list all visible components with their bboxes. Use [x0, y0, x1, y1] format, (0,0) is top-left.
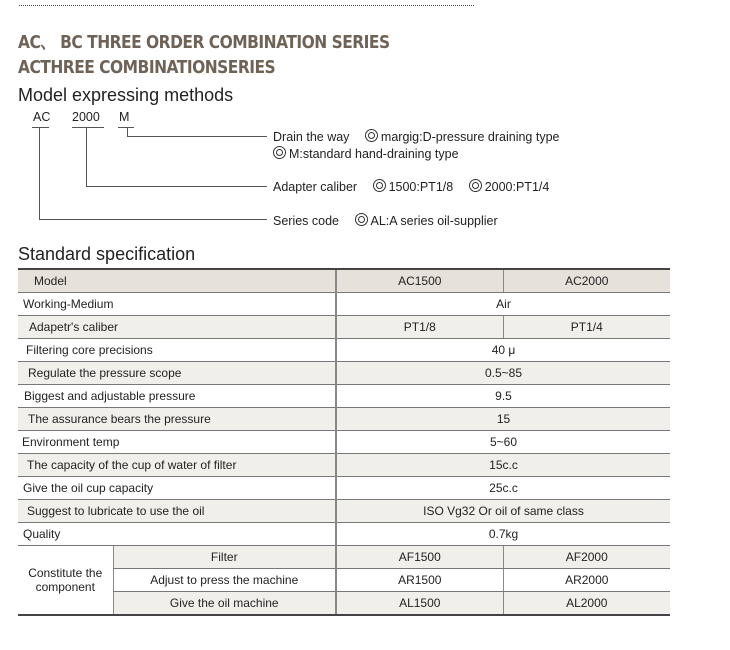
header-model-ac1500: AC1500	[336, 269, 503, 293]
component-value-2000: AR2000	[503, 569, 670, 592]
code-part-series: AC	[33, 110, 51, 124]
row-label: Biggest and adjustable pressure	[18, 385, 336, 408]
adapter-label: Adapter caliber	[273, 180, 358, 194]
leader-drain-v	[127, 127, 128, 136]
double-circle-icon	[365, 129, 378, 142]
table-row	[18, 454, 670, 477]
component-value-1500: AR1500	[336, 569, 503, 592]
drain-label: Drain the way	[273, 130, 350, 144]
header-model-label: Model	[18, 269, 336, 293]
adapter-option-1500: 1500:PT1/8	[373, 180, 454, 194]
row-value: 15	[336, 408, 670, 431]
double-circle-icon	[355, 213, 368, 226]
row-value: 40 μ	[336, 339, 670, 362]
header-model-ac2000: AC2000	[503, 269, 670, 293]
table-row	[18, 293, 670, 316]
drain-option-m: M:standard hand-draining type	[273, 146, 459, 161]
series-option-al: AL:A series oil-supplier	[355, 214, 498, 228]
component-label: Give the oil machine	[113, 592, 336, 616]
row-label: The capacity of the cup of water of filter	[18, 454, 336, 477]
page-title: AC、 BC THREE ORDER COMBINATION SERIES	[18, 32, 390, 53]
row-label: Suggest to lubricate to use the oil	[18, 500, 336, 523]
component-group-label: Constitute the component	[18, 546, 113, 616]
leader-series-h	[39, 219, 267, 220]
table-row	[18, 339, 670, 362]
table-row	[18, 408, 670, 431]
table-row	[18, 569, 670, 592]
model-code-diagram	[0, 0, 730, 240]
table-row	[18, 546, 670, 569]
double-circle-icon	[469, 179, 482, 192]
component-label: Filter	[113, 546, 336, 569]
row-value: 9.5	[336, 385, 670, 408]
row-value-ac2000: PT1/4	[503, 316, 670, 339]
row-label: Quality	[18, 523, 336, 546]
row-value: Air	[336, 293, 670, 316]
drain-option-d: margig:D-pressure draining type	[365, 130, 560, 144]
model-methods-heading: Model expressing methods	[18, 85, 234, 105]
table-header-row	[18, 269, 670, 293]
table-row	[18, 316, 670, 339]
row-value: ISO Vg32 Or oil of same class	[336, 500, 670, 523]
code-part-drain: M	[119, 110, 130, 124]
component-value-1500: AF1500	[336, 546, 503, 569]
row-label: Regulate the pressure scope	[18, 362, 336, 385]
row-value: 0.7kg	[336, 523, 670, 546]
table-row	[18, 362, 670, 385]
double-circle-icon	[373, 179, 386, 192]
spec-table	[18, 268, 670, 616]
row-label: Filtering core precisions	[18, 339, 336, 362]
row-value-ac1500: PT1/8	[336, 316, 503, 339]
row-label: Give the oil cup capacity	[18, 477, 336, 500]
component-value-1500: AL1500	[336, 592, 503, 616]
page-subtitle: ACTHREE COMBINATIONSERIES	[18, 57, 276, 78]
leader-series-v	[39, 127, 40, 219]
double-circle-icon	[273, 146, 286, 159]
row-value: 25c.c	[336, 477, 670, 500]
row-label: The assurance bears the pressure	[18, 408, 336, 431]
table-row	[18, 500, 670, 523]
leader-adapter-v	[86, 127, 87, 186]
drain-row	[273, 129, 559, 144]
row-value: 5~60	[336, 431, 670, 454]
row-label: Working-Medium	[18, 293, 336, 316]
row-label: Environment temp	[18, 431, 336, 454]
standard-spec-heading: Standard specification	[18, 244, 196, 264]
leader-adapter-h	[86, 186, 267, 187]
row-value: 15c.c	[336, 454, 670, 477]
component-label: Adjust to press the machine	[113, 569, 336, 592]
table-row	[18, 592, 670, 616]
row-label: Adapetr's caliber	[18, 316, 336, 339]
component-value-2000: AF2000	[503, 546, 670, 569]
series-label: Series code	[273, 214, 340, 228]
table-row	[18, 385, 670, 408]
underline-series	[32, 127, 49, 128]
series-row	[273, 213, 498, 228]
adapter-row	[273, 179, 549, 194]
adapter-option-2000: 2000:PT1/4	[469, 180, 550, 194]
row-value: 0.5~85	[336, 362, 670, 385]
component-value-2000: AL2000	[503, 592, 670, 616]
underline-drain	[118, 127, 134, 128]
leader-drain-h	[127, 136, 267, 137]
table-row	[18, 477, 670, 500]
table-row	[18, 523, 670, 546]
underline-size	[72, 127, 104, 128]
code-part-size: 2000	[72, 110, 100, 124]
table-row	[18, 431, 670, 454]
